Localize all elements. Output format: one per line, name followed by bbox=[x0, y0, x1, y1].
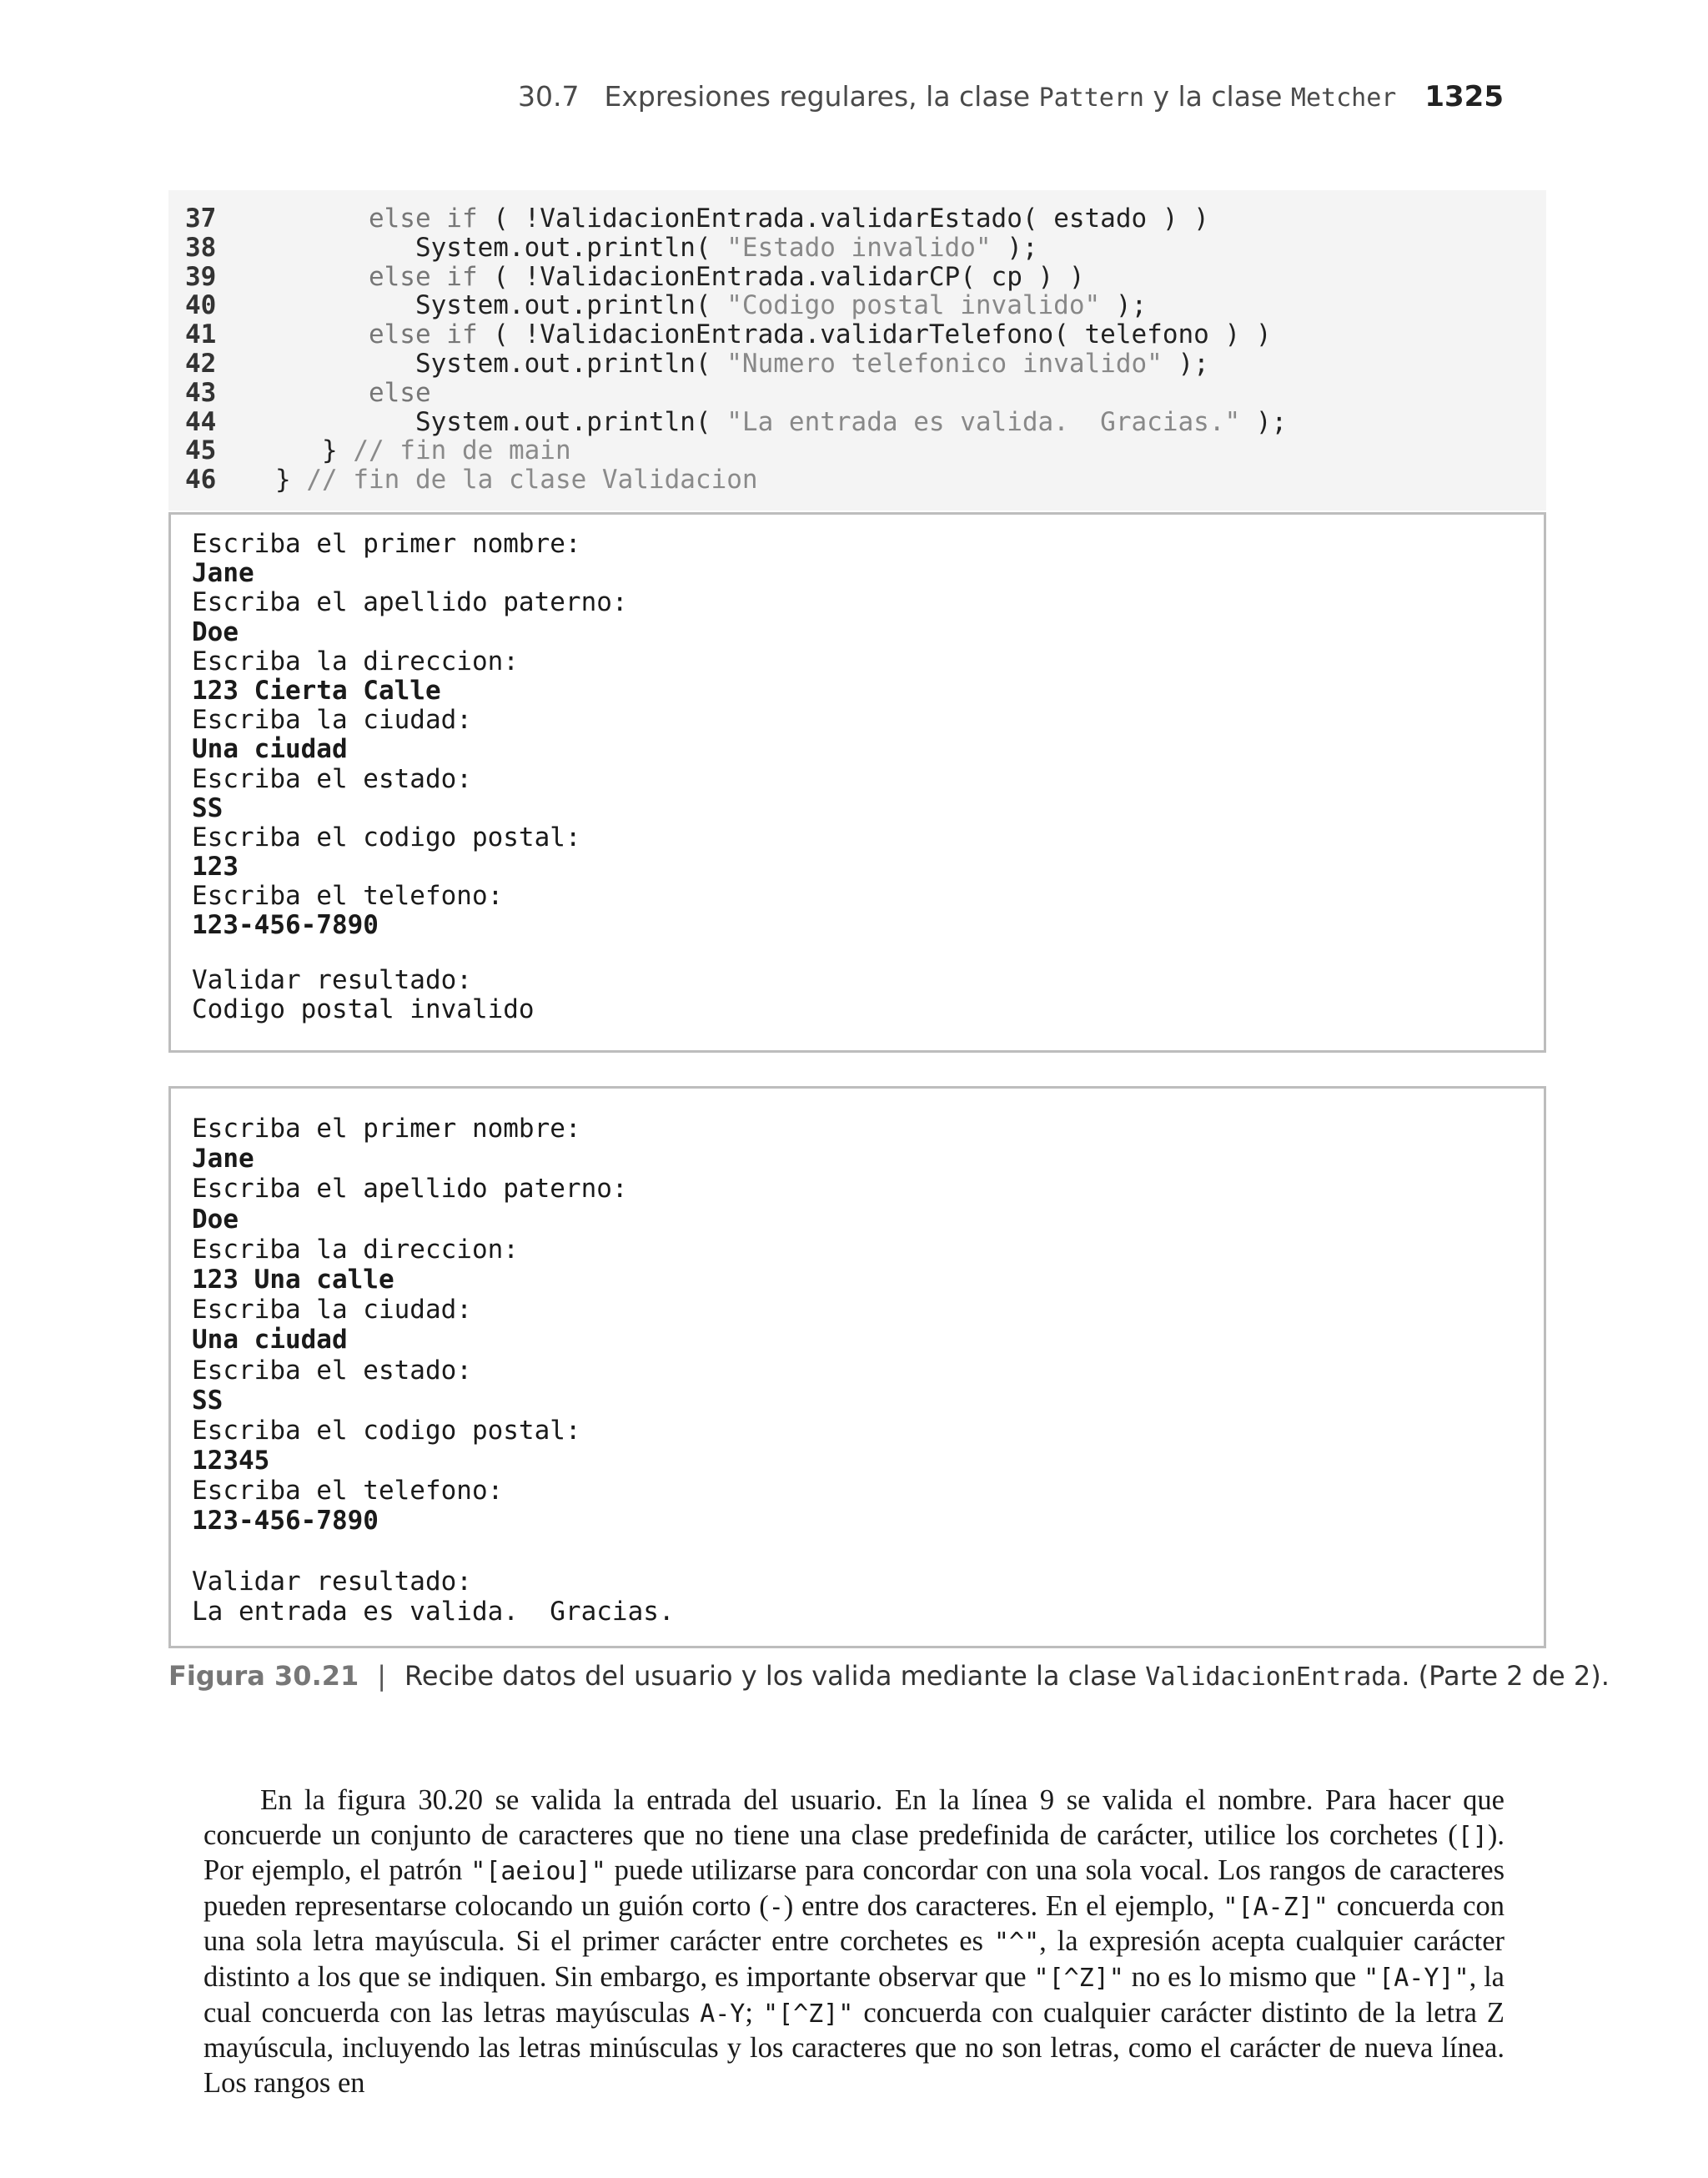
line-number: 45 bbox=[185, 435, 217, 466]
output-line: Escriba el telefono: bbox=[192, 1476, 504, 1506]
output-line: La entrada es valida. Gracias. bbox=[192, 1597, 675, 1627]
paragraph-text: , la expresión acepta cualquier carácter distinto a los que se indiquen. Sin embargo, es importante observar que bbox=[203, 1925, 1505, 1993]
code-line bbox=[168, 408, 1546, 437]
code-token: System.out.println( bbox=[414, 232, 727, 263]
caption-text-1: Recibe datos del usuario y los valida mediante la clase bbox=[404, 1660, 1146, 1692]
output-line bbox=[192, 1537, 1544, 1567]
output-line: Codigo postal invalido bbox=[192, 993, 535, 1024]
output-line: Escriba el telefono: bbox=[192, 881, 504, 912]
code-token: ); bbox=[1100, 290, 1148, 321]
inline-code: "[A-Z]" bbox=[1223, 1892, 1329, 1922]
paragraph-text: concuerda con una sola letra mayúscula. Si el primer carácter entre corchetes es bbox=[203, 1889, 1505, 1958]
output-line: Escriba la ciudad: bbox=[192, 1295, 472, 1325]
inline-code: "^" bbox=[993, 1928, 1040, 1958]
header-title-part1: Expresiones regulares, la clase bbox=[604, 80, 1039, 113]
code-token: // fin de main bbox=[353, 435, 571, 466]
user-input-line: Una ciudad bbox=[192, 1325, 348, 1356]
user-input-line: 123 Cierta Calle bbox=[192, 675, 441, 706]
output-line: Escriba el codigo postal: bbox=[192, 1415, 581, 1446]
code-token: else if bbox=[368, 204, 478, 234]
line-number: 41 bbox=[185, 319, 217, 350]
inline-code: - bbox=[768, 1892, 784, 1922]
body-paragraph bbox=[203, 1783, 1505, 2100]
inline-code: A-Y bbox=[700, 1999, 746, 2029]
user-input-line: SS bbox=[192, 1385, 224, 1416]
code-token: else if bbox=[368, 319, 478, 350]
code-indent bbox=[229, 233, 415, 263]
paragraph-text: ). Por ejemplo, el patrón bbox=[203, 1818, 1505, 1887]
inline-code: "[aeiou]" bbox=[470, 1857, 606, 1887]
user-input-line: Una ciudad bbox=[192, 734, 348, 765]
code-indent bbox=[229, 407, 415, 437]
code-token: // fin de la clase Validacion bbox=[306, 465, 758, 495]
code-token: "Codigo postal invalido" bbox=[726, 290, 1101, 321]
running-header bbox=[518, 80, 1504, 113]
user-input-line: 123-456-7890 bbox=[192, 910, 379, 941]
output-line: Escriba la direccion: bbox=[192, 646, 519, 677]
code-listing bbox=[168, 190, 1546, 511]
code-token: } bbox=[321, 435, 354, 466]
paragraph-text: no es lo mismo que bbox=[1123, 1960, 1364, 1993]
line-number: 44 bbox=[185, 406, 217, 437]
code-indent bbox=[229, 378, 369, 408]
output-line: Escriba la ciudad: bbox=[192, 705, 472, 736]
line-number: 40 bbox=[185, 290, 217, 321]
output-line: Escriba el estado: bbox=[192, 1355, 472, 1386]
inline-code: "[^Z]" bbox=[1033, 1963, 1124, 1993]
user-input-line: 123-456-7890 bbox=[192, 1506, 379, 1537]
code-line bbox=[168, 436, 1546, 465]
line-number: 38 bbox=[185, 232, 217, 263]
code-token: ( !ValidacionEntrada.validarEstado( estado ) ) bbox=[477, 204, 1209, 234]
code-token: ); bbox=[991, 232, 1038, 263]
output-line: Validar resultado: bbox=[192, 964, 472, 995]
code-indent bbox=[229, 465, 275, 495]
output-line: Escriba el apellido paterno: bbox=[192, 1174, 628, 1205]
user-input-line: 123 bbox=[192, 852, 239, 883]
inline-code: "[A-Y]" bbox=[1364, 1963, 1469, 1993]
code-indent bbox=[229, 319, 369, 350]
caption-text-2: . (Parte 2 de 2). bbox=[1401, 1660, 1610, 1692]
output-line: Escriba el estado: bbox=[192, 763, 472, 794]
code-indent bbox=[229, 435, 322, 465]
header-title-part2: y la clase bbox=[1144, 80, 1291, 113]
code-token: ( !ValidacionEntrada.validarTelefono( telefono ) ) bbox=[477, 319, 1272, 350]
line-number: 37 bbox=[185, 204, 217, 234]
user-input-line: Jane bbox=[192, 558, 254, 589]
figure-label: Figura 30.21 bbox=[168, 1660, 359, 1692]
code-token: System.out.println( bbox=[414, 290, 727, 321]
code-token: else bbox=[368, 377, 431, 408]
paragraph-text: En la figura 30.20 se valida la entrada del usuario. En la línea 9 se valida el nombre. Para hacer que concuerde un conjunto de caracteres que no tiene una clase predefinida de carácter, utilice los corchetes ( bbox=[203, 1784, 1505, 1851]
line-number: 39 bbox=[185, 261, 217, 292]
program-output-1 bbox=[168, 512, 1546, 1053]
inline-code: [] bbox=[1457, 1821, 1488, 1851]
code-indent bbox=[229, 204, 369, 234]
user-input-line: SS bbox=[192, 792, 224, 823]
code-indent bbox=[229, 290, 415, 320]
output-line: Validar resultado: bbox=[192, 1566, 472, 1597]
user-input-line: 12345 bbox=[192, 1446, 270, 1476]
output-line: Escriba el primer nombre: bbox=[192, 1114, 581, 1144]
header-title-code2: Metcher bbox=[1290, 83, 1397, 113]
code-line bbox=[168, 234, 1546, 263]
page-number: 1325 bbox=[1424, 80, 1504, 113]
code-token: System.out.println( bbox=[414, 348, 727, 379]
caption-code: ValidacionEntrada bbox=[1145, 1662, 1402, 1692]
code-line bbox=[168, 204, 1546, 234]
paragraph-text: ) entre dos caracteres. En el ejemplo, bbox=[783, 1889, 1223, 1922]
paragraph-text: ; bbox=[745, 1996, 763, 2029]
output-line: Escriba el primer nombre: bbox=[192, 529, 581, 559]
code-token: ); bbox=[1162, 348, 1209, 379]
paragraph-text: , la cual concuerda con las letras mayúsculas bbox=[203, 1960, 1505, 2029]
figure-caption bbox=[168, 1660, 1610, 1692]
code-line bbox=[168, 350, 1546, 379]
user-input-line: 123 Una calle bbox=[192, 1264, 394, 1295]
output-line: Escriba la direccion: bbox=[192, 1234, 519, 1265]
inline-code: "[^Z]" bbox=[763, 1999, 854, 2029]
code-indent bbox=[229, 349, 415, 379]
code-token: ); bbox=[1240, 406, 1288, 437]
section-number: 30.7 bbox=[518, 80, 580, 113]
code-line bbox=[168, 263, 1546, 292]
line-number: 43 bbox=[185, 377, 217, 408]
code-token: else if bbox=[368, 261, 478, 292]
user-input-line: Doe bbox=[192, 1204, 239, 1235]
user-input-line: Jane bbox=[192, 1144, 254, 1175]
line-number: 42 bbox=[185, 348, 217, 379]
program-output-2 bbox=[168, 1086, 1546, 1648]
output-line bbox=[192, 941, 1544, 966]
output-line: Escriba el apellido paterno: bbox=[192, 587, 628, 618]
code-token: "La entrada es valida. Gracias." bbox=[726, 406, 1241, 437]
code-line bbox=[168, 291, 1546, 320]
header-title-code1: Pattern bbox=[1038, 83, 1144, 113]
user-input-line: Doe bbox=[192, 616, 239, 647]
code-line bbox=[168, 320, 1546, 350]
caption-separator: | bbox=[377, 1660, 387, 1692]
code-token: ( !ValidacionEntrada.validarCP( cp ) ) bbox=[477, 261, 1085, 292]
output-line: Escriba el codigo postal: bbox=[192, 822, 581, 853]
code-line bbox=[168, 379, 1546, 408]
paragraph-text: puede utilizarse para concordar con una sola vocal. Los rangos de caracteres pueden representarse colocando un guión corto ( bbox=[203, 1854, 1505, 1922]
code-indent bbox=[229, 262, 369, 292]
paragraph-text: concuerda con cualquier carácter distinto de la letra Z mayúscula, incluyendo las letras minúsculas y los caracteres que no son letras, como el carácter de nueva línea. Los rangos en bbox=[203, 1996, 1505, 2099]
code-token: "Estado invalido" bbox=[726, 232, 992, 263]
code-line bbox=[168, 465, 1546, 495]
code-token: "Numero telefonico invalido" bbox=[726, 348, 1163, 379]
code-token: } bbox=[275, 465, 307, 495]
line-number: 46 bbox=[185, 465, 217, 495]
code-token: System.out.println( bbox=[414, 406, 727, 437]
